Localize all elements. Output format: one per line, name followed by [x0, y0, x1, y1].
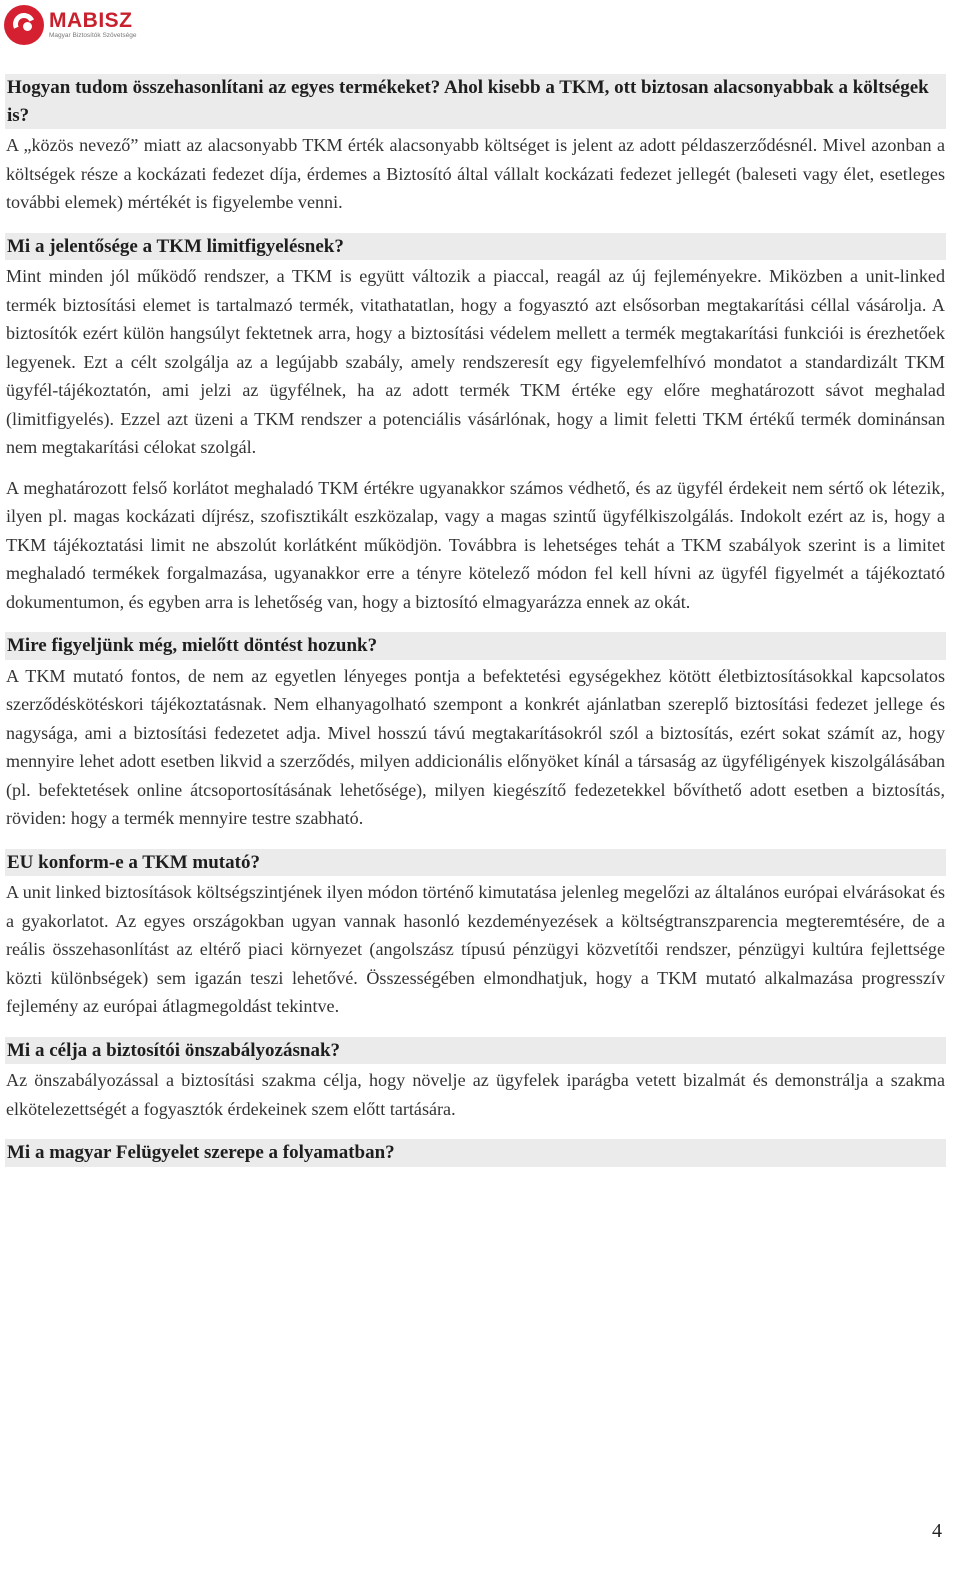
paragraph: Az önszabályozással a biztosítási szakma célja, hogy növelje az ügyfelek iparágba vetett bizalmát és demonstrálja a szakma elkötelezettségét a fogyasztók érdekeinek szem előtt tartására. [6, 1070, 945, 1119]
logo-name: MABISZ [49, 9, 133, 33]
paragraph: Mint minden jól működő rendszer, a TKM is együtt változik a piaccal, reagál az új fejleményekre. Miközben a unit-linked termék biztosítási elemet is tartalmazó termék, vitathatatlan, hogy a fogyasztó azt elsősorban megtakarítási céllal vásárolja. A biztosítók ezért külön hangsúlyt fektetnek arra, hogy a biztosítási védelem mellett a termék megtakarítási funkciói is érezhetőek legyenek. Ezt a célt szolgálja az a legújabb szabály, amely rendszeresít egy figyelemfelhívó mondatot a standardizált TKM ügyfél-tájékoztatón, ami jelzi az ügyfélnek, ha az adott termék TKM értéke egy előre meghatározott sávot meghalad (limitfigyelés). Ezzel azt üzeni a TKM rendszer a potenciális vásárlónak, hogy a limit feletti TKM értékű termék dominánsan nem megtakarítási célokat szolgál. [6, 266, 945, 457]
page-number: 4 [932, 1520, 942, 1542]
paragraph: A meghatározott felső korlátot meghaladó TKM értékre ugyanakkor számos védhető, és az ügyfél érdekeit nem sértő ok létezik, ilyen pl. magas kockázati díjrész, szofisztikált eszközalap, vagy a magas szintű ügyfélkiszolgálás. Indokolt ezért az is, hogy a TKM tájékoztatási limit ne abszolút korlátként működjön. Továbbra is lehetséges tehát a TKM szabályok szerint is a limitet meghaladó termékek forgalmazása, ugyanakkor erre a tényre kötelező módon fel kell hívni az ügyfél figyelmét a tájékoztató dokumentumon, és egyben arra is lehetőség van, hogy a biztosító elmagyarázza ennek az okát. [6, 477, 945, 612]
section-heading: Mire figyeljünk még, mielőtt döntést hozunk? [5, 632, 946, 660]
paragraph: A „közös nevező” miatt az alacsonyabb TKM érték alacsonyabb költséget is jelent az adott példaszerződésnél. Mivel azonban a költségek része a kockázati fedezet díja, érdemes a Biztosító által vállalt kockázati fedezet jellegét (baleseti vagy élet, esetleges további elemek) mértékét is figyelembe venni. [6, 135, 945, 212]
mabisz-logo [4, 2, 136, 48]
section-heading: Mi a célja a biztosítói önszabályozásnak? [5, 1037, 946, 1065]
document-body [5, 74, 946, 1167]
section-heading: Mi a jelentősége a TKM limitfigyelésnek? [5, 233, 946, 261]
logo-text [49, 10, 136, 40]
paragraph: A TKM mutató fontos, de nem az egyetlen lényeges pontja a befektetési egységekhez kötött életbiztosításokkal kapcsolatos szerződéskötéskori tájékoztatásnak. Nem elhanyagolható szempont a konkrét ajánlatban szereplő biztosítási fedezet jellege és nagysága, ami a biztosítási fedezetet adja. Mivel hosszú távú megtakarításokról szól a biztosítás, ezért sokat számít az, hogy mennyire lehet adott esetben likvid a szerződés, milyen addicionális előnyöket kínál a társaság az ügyféligények kiszolgálásában (pl. befektetések online átcsoportosításának lehetősége), milyen kiegészítő fedezetekkel bővíthető adott esetben a biztosítás, röviden: hogy a termék mennyire testre szabható. [6, 665, 945, 828]
section-heading: Hogyan tudom összehasonlítani az egyes termékeket? Ahol kisebb a TKM, ott biztosan alacsonyabbak a költségek is? [5, 74, 946, 129]
paragraph: A unit linked biztosítások költségszintjének ilyen módon történő kimutatása jelenleg megelőzi az általános európai elvárásokat és a gyakorlatot. Az egyes országokban ugyan vannak hasonló kezdeményezések a költségtranszparencia megteremtésére, de a reális összehasonlítást az eltérő piaci környezet (angolszász típusú pénzügyi közvetítői rendszer, pénzügyi kultúra fejlettsége közti különbségek) sem igazán teszi lehetővé. Összességében elmondhatjuk, hogy a TKM mutató alkalmazása progresszív fejlemény az európai átlagmegoldást tekintve. [6, 882, 945, 1016]
section-heading: EU konform-e a TKM mutató? [5, 849, 946, 877]
logo-subtitle: Magyar Biztosítók Szövetsége [49, 32, 137, 40]
mabisz-logo-icon [4, 5, 44, 45]
section-heading: Mi a magyar Felügyelet szerepe a folyamatban? [5, 1139, 946, 1167]
